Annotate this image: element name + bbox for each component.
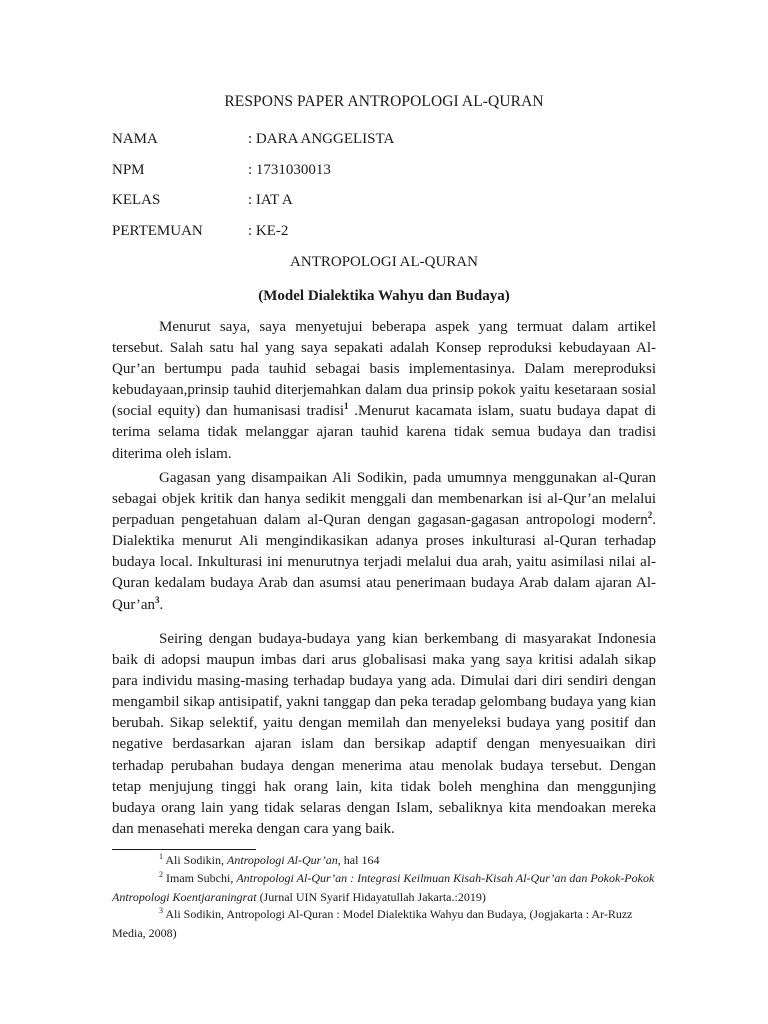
footnote-italic: Antropologi Al-Qur’an : Integrasi Keilmuan Kisah-Kisah Al-Qur’an dan Pokok-Pokok Antropologi Koentjaraningrat <box>112 871 655 904</box>
paragraph-text: Gagasan yang disampaikan Ali Sodikin, pada umumnya menggunakan al-Quran sebagai objek kritik dan hanya sedikit menggali dan membenarkan isi al-Qur’an melalui perpaduan pengetahuan dalam al-Quran dengan gagasan-gagasan antropologi modern <box>112 470 656 529</box>
footnote-number: 1 <box>159 852 163 861</box>
paragraph-text: .Menurut kacamata islam, suatu budaya dapat di terima selama tidak melanggar ajaran tauhid karena tidak semua budaya dan tradisi diterima oleh islam. <box>112 403 656 462</box>
footnote-ref: 3 <box>155 594 160 605</box>
paragraph-text: Menurut saya, saya menyetujui beberapa aspek yang termuat dalam artikel tersebut. Salah satu hal yang saya sepakati adalah Konsep reproduksi kebudayaan Al-Qur’an bertumpu pada tauhid sebagai basis implementasinya. Dalam mereproduksi kebudayaan,prinsip tauhid diterjemahkan dalam dua prinsip pokok yaitu kesetaraan sosial (social equity) dan humanisasi tradisi <box>112 319 656 420</box>
section-heading: ANTROPOLOGI AL-QURAN <box>290 254 478 270</box>
footnote-italic: Antropologi Al-Qur’an <box>227 853 338 867</box>
footnote-3 <box>112 905 660 942</box>
info-label: PERTEMUAN <box>112 223 203 239</box>
footnote-number: 3 <box>159 906 163 915</box>
footnote-ref: 1 <box>344 401 349 412</box>
info-label: KELAS <box>112 192 161 208</box>
document-title: RESPONS PAPER ANTROPOLOGI AL-QURAN <box>224 93 544 110</box>
footnote-ref: 2 <box>647 510 653 521</box>
footnote-text: Ali Sodikin, Antropologi Al-Quran : Model Dialektika Wahyu dan Budaya, (Jogjakarta : Ar-Ruzz Media, 2008) <box>112 907 633 940</box>
info-value: : 1731030013 <box>248 162 331 178</box>
info-label: NPM <box>112 162 145 178</box>
info-label: NAMA <box>112 131 158 147</box>
footnote-text: Imam Subchi, <box>163 871 237 885</box>
paragraph-1 <box>112 317 656 465</box>
paragraph-2 <box>112 468 656 616</box>
paragraph-3: Seiring dengan budaya-budaya yang kian berkembang di masyarakat Indonesia baik di adopsi maupun imbas dari arus globalisasi maka yang saya kritisi adalah sikap para individu masing-masing terhadap budaya yang ada. Dimulai dari diri sendiri dengan mengambil sikap antisipatif, yakni tanggap dan peka teradap gelombang budaya yang kian berubah. Sikap selektif, yaitu dengan memilah dan menyeleksi budaya yang positif dan negative berdasarkan ajaran islam dan bersikap adaptif dengan menyesuaikan diri terhadap perubahan budaya dengan menerima atau menolak budaya tersebut. Dengan tetap menjujung tinggi hak orang lain, kita tidak boleh menghina dan menggunjing budaya orang lain yang tidak selaras dengan Islam, sebaliknya kita mendoakan mereka dan menasehati mereka dengan cara yang baik. <box>112 631 656 837</box>
footnote-text: Ali Sodikin, <box>163 853 228 867</box>
footnote-number: 2 <box>159 870 163 879</box>
footnote-text: , hal 164 <box>337 853 380 867</box>
footnote-separator <box>112 849 256 850</box>
footnote-2 <box>112 869 660 906</box>
info-value: : DARA ANGGELISTA <box>248 131 395 147</box>
info-value: : KE-2 <box>248 223 289 239</box>
paragraph-text: . Dialektika menurut Ali mengindikasikan adanya proses inkulturasi al-Quran terhadap budaya local. Inkulturasi ini menurutnya terjadi melalui dua arah, yaitu asimilasi nilai al-Quran kedalam budaya Arab dan asumsi atau penerimaan budaya Arab dalam ajaran Al-Qur’an <box>112 512 656 613</box>
footnote-1 <box>112 851 660 870</box>
footnote-text: (Jurnal UIN Syarif Hidayatullah Jakarta.:2019) <box>256 889 486 904</box>
section-subheading: (Model Dialektika Wahyu dan Budaya) <box>258 288 510 304</box>
paragraph-text: . <box>159 596 164 613</box>
info-value: : IAT A <box>248 192 293 208</box>
